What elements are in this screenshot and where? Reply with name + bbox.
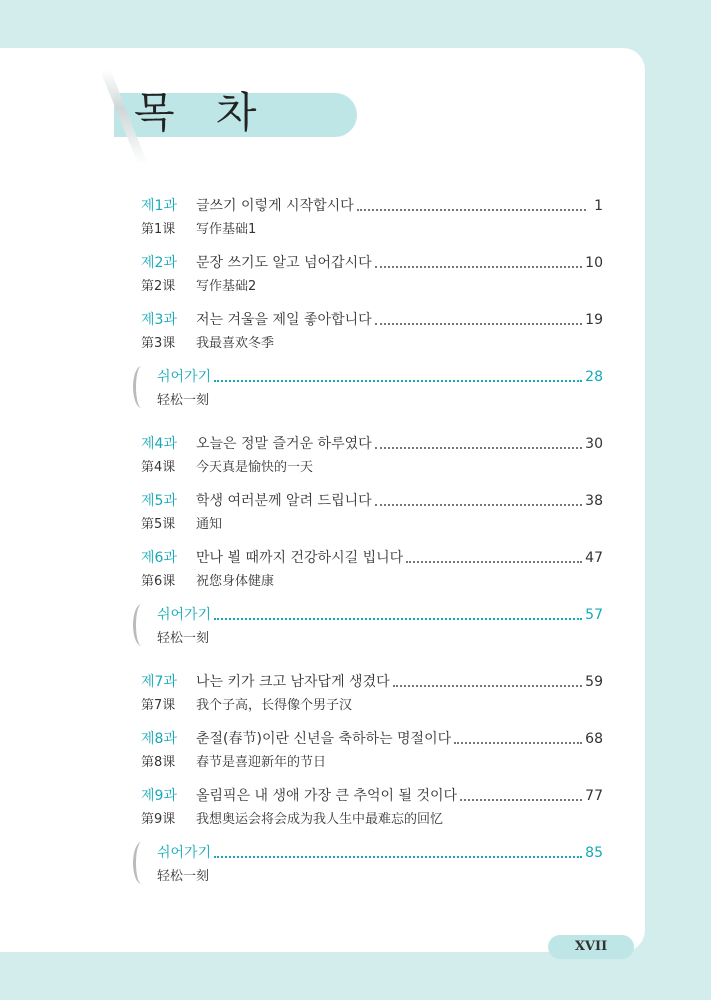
lesson-title-cn: 通知: [196, 517, 223, 532]
leader-dots: [454, 741, 582, 744]
lesson-title: 저는 겨울을 제일 좋아합니다: [196, 312, 372, 328]
leader-dots: [460, 798, 582, 801]
toc-entry-7[interactable]: [141, 671, 603, 716]
rest-title-cn: 轻松一刻: [157, 631, 210, 646]
page-number: 30: [585, 436, 603, 452]
lesson-title: 오늘은 정말 즐거운 하루였다: [196, 436, 372, 452]
title-block: [100, 70, 360, 170]
lesson-title-cn: 写作基础2: [196, 279, 257, 294]
rest-title: 쉬어가기: [157, 369, 212, 385]
page-number-footer: XVII: [548, 935, 634, 959]
lesson-number: 제9과: [141, 788, 177, 804]
lesson-number-cn: 第1课: [141, 222, 176, 237]
toc-entry-2[interactable]: [141, 252, 603, 297]
lesson-number: 제4과: [141, 436, 177, 452]
lesson-title-cn: 我想奥运会将会成为我人生中最难忘的回忆: [196, 812, 444, 827]
page-number: 77: [585, 788, 603, 804]
toc-entry-9[interactable]: [141, 785, 603, 830]
rest-title-cn: 轻松一刻: [157, 869, 210, 884]
rest-title: 쉬어가기: [157, 607, 212, 623]
page-number: 19: [585, 312, 603, 328]
lesson-number: 제5과: [141, 493, 177, 509]
leader-dots: [375, 265, 583, 268]
page-number: 57: [585, 607, 603, 623]
leader-dots: [375, 446, 583, 449]
lesson-title: 올림픽은 내 생애 가장 큰 추억이 될 것이다: [196, 788, 458, 804]
leader-dots: [357, 208, 586, 211]
lesson-title: 글쓰기 이렇게 시작합시다: [196, 198, 354, 214]
leader-dots: [393, 684, 583, 687]
lesson-number-cn: 第4课: [141, 460, 176, 475]
leader-dots: [375, 322, 583, 325]
leader-dots: [214, 855, 582, 858]
page-number: 47: [585, 550, 603, 566]
lesson-title: 나는 키가 크고 남자답게 생겼다: [196, 674, 390, 690]
parenthesis-decoration: [133, 604, 150, 646]
toc-entry-4[interactable]: [141, 433, 603, 478]
lesson-number-cn: 第9课: [141, 812, 176, 827]
rest-entry-2[interactable]: [141, 604, 603, 649]
lesson-number: 제8과: [141, 731, 177, 747]
rest-title-cn: 轻松一刻: [157, 393, 210, 408]
lesson-title: 춘절(春节)이란 신년을 축하하는 명절이다: [196, 731, 452, 747]
page-number: 68: [585, 731, 603, 747]
lesson-title-cn: 写作基础1: [196, 222, 257, 237]
page-title: 목 차: [134, 88, 271, 137]
lesson-title-cn: 祝您身体健康: [196, 574, 275, 589]
leader-dots: [375, 503, 583, 506]
lesson-number: 제2과: [141, 255, 177, 271]
toc-entry-8[interactable]: [141, 728, 603, 773]
rest-entry-1[interactable]: [141, 366, 603, 411]
toc-entry-6[interactable]: [141, 547, 603, 592]
rest-title: 쉬어가기: [157, 845, 212, 861]
lesson-number: 제1과: [141, 198, 177, 214]
lesson-number-cn: 第8课: [141, 755, 176, 770]
lesson-number-cn: 第5课: [141, 517, 176, 532]
page-number: 10: [585, 255, 603, 271]
lesson-title: 만나 뵐 때까지 건강하시길 빕니다: [196, 550, 404, 566]
lesson-number: 제3과: [141, 312, 177, 328]
toc-entry-5[interactable]: [141, 490, 603, 535]
table-of-contents: [141, 195, 603, 887]
leader-dots: [406, 560, 582, 563]
lesson-number: 제6과: [141, 550, 177, 566]
toc-entry-1[interactable]: [141, 195, 603, 240]
lesson-number-cn: 第2课: [141, 279, 176, 294]
parenthesis-decoration: [133, 366, 150, 408]
lesson-title-cn: 今天真是愉快的一天: [196, 460, 314, 475]
lesson-number-cn: 第3课: [141, 336, 176, 351]
lesson-title-cn: 我个子高，长得像个男子汉: [196, 698, 353, 713]
page-number: 85: [585, 845, 603, 861]
leader-dots: [214, 379, 582, 382]
rest-entry-3[interactable]: [141, 842, 603, 887]
lesson-title-cn: 我最喜欢冬季: [196, 336, 275, 351]
page-number: 38: [585, 493, 603, 509]
page-number: 1: [594, 198, 603, 214]
lesson-title: 학생 여러분께 알려 드립니다: [196, 493, 372, 509]
page-number: 59: [585, 674, 603, 690]
toc-entry-3[interactable]: [141, 309, 603, 354]
lesson-number: 제7과: [141, 674, 177, 690]
lesson-number-cn: 第7课: [141, 698, 176, 713]
lesson-title: 문장 쓰기도 알고 넘어갑시다: [196, 255, 372, 271]
lesson-title-cn: 春节是喜迎新年的节日: [196, 755, 327, 770]
parenthesis-decoration: [133, 842, 150, 884]
leader-dots: [214, 617, 582, 620]
lesson-number-cn: 第6课: [141, 574, 176, 589]
page-number: 28: [585, 369, 603, 385]
